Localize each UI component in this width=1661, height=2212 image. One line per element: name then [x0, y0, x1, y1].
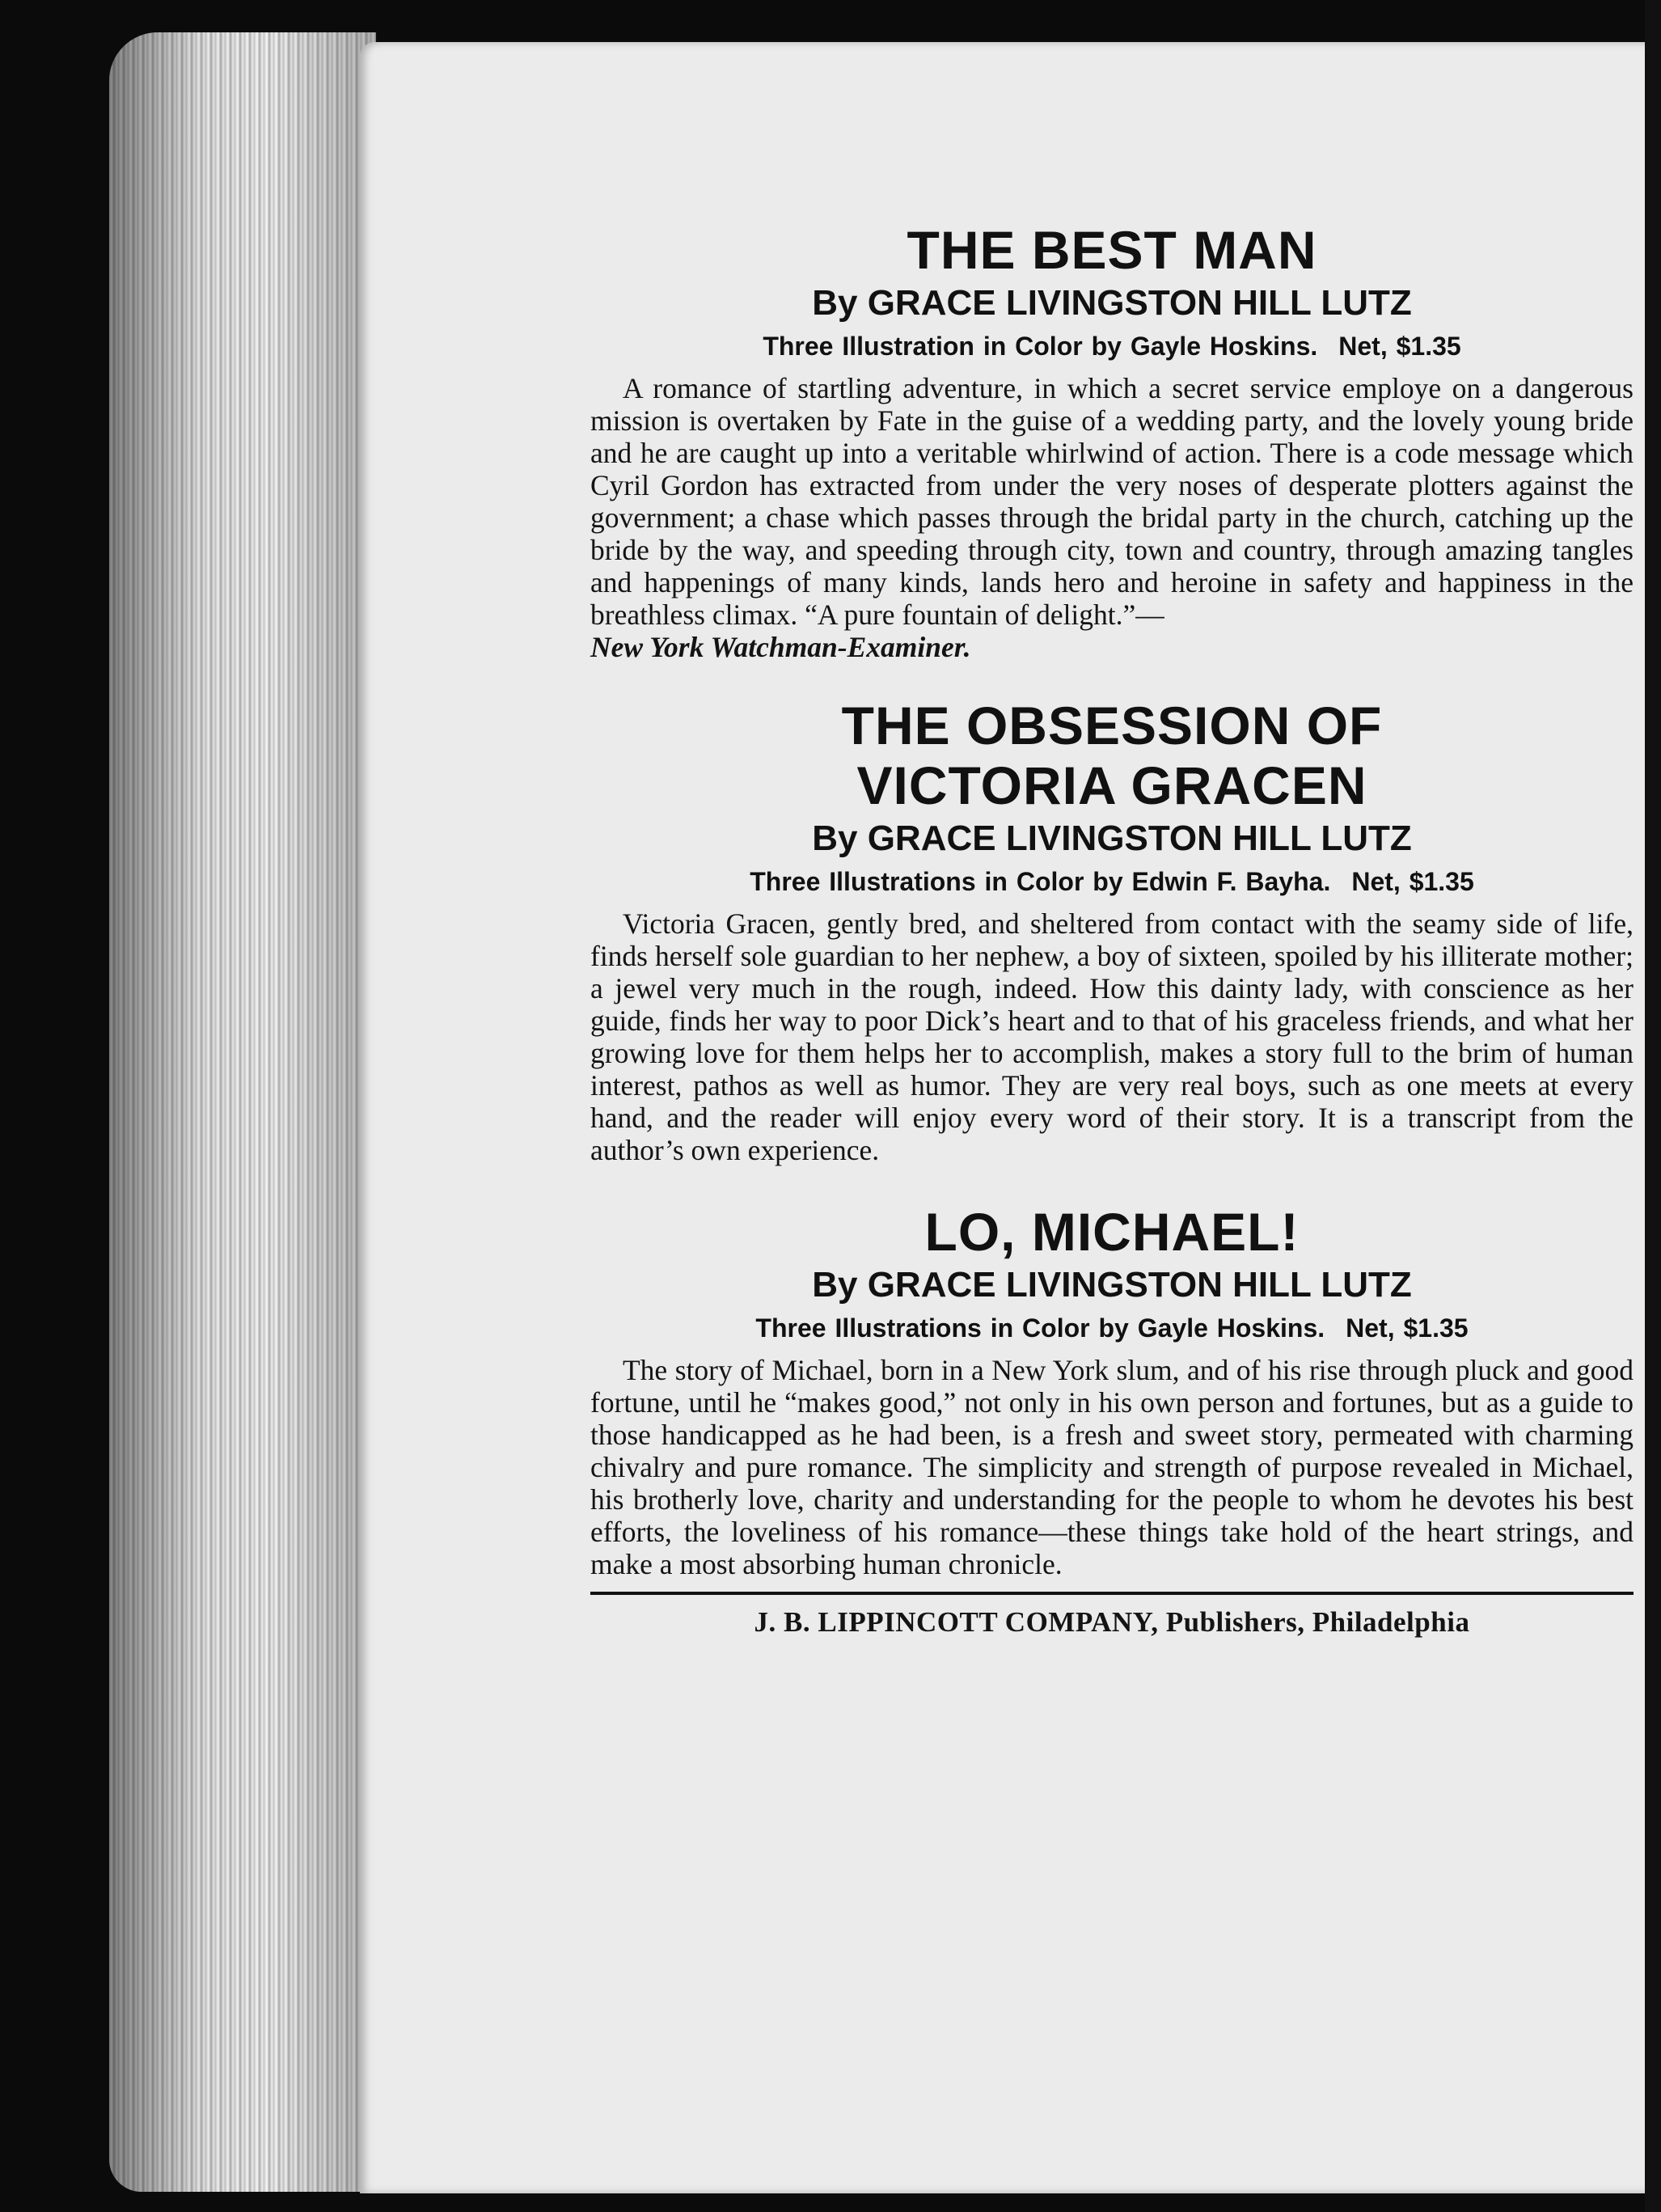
book-illustrations: [590, 862, 1634, 901]
illustrations-text: Three Illustrations in Color by Edwin F. Bayha.: [750, 867, 1331, 896]
book-listing-best-man: [590, 220, 1634, 663]
publisher-line: J. B. LIPPINCOTT COMPANY, Publishers, Philadelphia: [754, 1606, 1470, 1638]
book-author: By GRACE LIVINGSTON HILL LUTZ: [812, 818, 1412, 858]
book-title: LO, MICHAEL!: [924, 1202, 1300, 1262]
book-price: Net, $1.35: [1351, 867, 1474, 896]
illustrations-text: Three Illustrations in Color by Gayle Hoskins.: [755, 1313, 1325, 1343]
page-edge-shadow: [109, 32, 376, 2192]
scan-border-right: [1645, 0, 1661, 2212]
book-illustrations: [590, 1309, 1634, 1347]
book-description: The story of Michael, born in a New York slum, and of his rise through pluck and good fortune, until he “makes good,” not only in his own person and fortunes, but as a guide to those handicapped as he had been, is a fresh and sweet story, permeated with charming chivalry and pure romance. The simplicity and strength of purpose revealed in Michael, his brotherly love, charity and understanding for the people to whom he devotes his best efforts, the loveliness of his romance—these things take hold of the heart strings, and make a most absorbing human chronicle.: [590, 1354, 1634, 1580]
description-text: A romance of startling adventure, in which a secret service employe on a dangerous mission is overtaken by Fate in the guise of a wedding party, and the lovely young bride and he are caught up into a veritable whirlwind of action. There is a code message which Cyril Gordon has extracted from under the very noses of desperate plotters against the government; a chase which passes through the bridal party in the church, catching up the bride by the way, and speeding through city, town and country, through amazing tangles and happenings of many kinds, lands hero and heroine in safety and happiness in the breathless climax. “A pure fountain of delight.”—: [590, 372, 1634, 631]
book-description: [590, 372, 1634, 663]
book-title: THE BEST MAN: [907, 220, 1317, 280]
book-illustrations: [590, 327, 1634, 366]
book-price: Net, $1.35: [1346, 1313, 1469, 1343]
scan-border-top: [323, 0, 1661, 42]
book-listing-lo-michael: [590, 1202, 1634, 1580]
book-listing-victoria-gracen: [590, 696, 1634, 1166]
book-title-line-1: THE OBSESSION OF: [841, 696, 1383, 755]
advertisement-content: [590, 220, 1634, 1639]
illustrations-text: Three Illustration in Color by Gayle Hoskins.: [763, 332, 1318, 361]
book-author: By GRACE LIVINGSTON HILL LUTZ: [812, 283, 1412, 323]
book-price: Net, $1.35: [1338, 332, 1461, 361]
divider-rule: [590, 1592, 1634, 1595]
book-description: Victoria Gracen, gently bred, and sheltered from contact with the seamy side of life, finds herself sole guardian to her nephew, a boy of sixteen, spoiled by his illiterate mother; a jewel very much in the rough, indeed. How this dainty lady, with conscience as her guide, finds her way to poor Dick’s heart and to that of his graceless friends, and what her growing love for them helps her to accomplish, makes a story full to the brim of human interest, pathos as well as humor. They are very real boys, such as one meets at every hand, and the reader will enjoy every word of their story. It is a transcript from the author’s own experience.: [590, 907, 1634, 1166]
book-author: By GRACE LIVINGSTON HILL LUTZ: [812, 1265, 1412, 1305]
book-title-line-2: VICTORIA GRACEN: [856, 755, 1367, 815]
quote-source: New York Watchman-Examiner.: [590, 631, 971, 663]
